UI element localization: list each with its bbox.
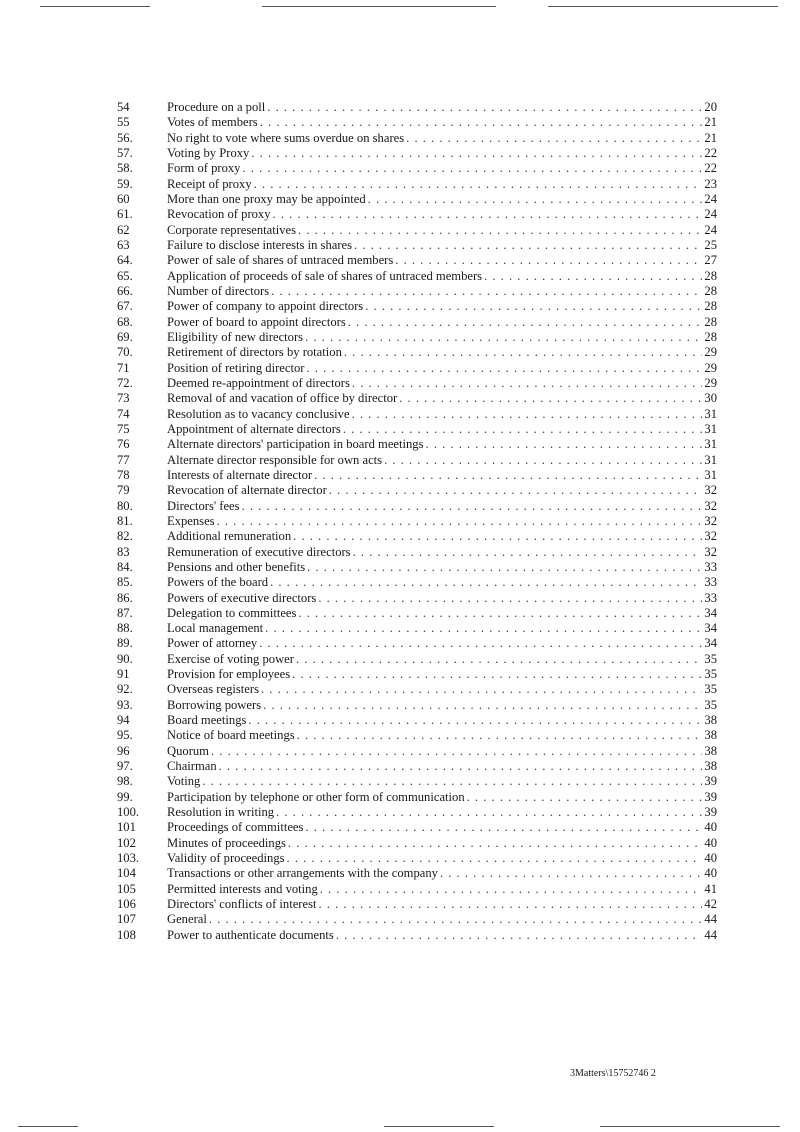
toc-row [117, 100, 717, 115]
toc-dot-leader [305, 820, 702, 835]
toc-dot-leader [484, 269, 702, 284]
toc-dot-leader [336, 928, 703, 943]
toc-page-number: 44 [704, 927, 717, 942]
toc-section-number: 81. [117, 513, 133, 528]
toc-dot-leader [354, 238, 702, 253]
toc-page-number: 35 [704, 667, 717, 682]
toc-section-number: 59. [117, 176, 133, 191]
toc-section-number: 70. [117, 345, 133, 360]
toc-dot-leader [395, 253, 702, 268]
toc-dot-leader [406, 131, 702, 146]
toc-page-number: 35 [704, 697, 717, 712]
toc-dot-leader [211, 744, 702, 759]
toc-row [117, 161, 717, 176]
toc-page-number: 28 [704, 314, 717, 329]
toc-section-number: 60 [117, 191, 130, 206]
toc-section-title: Exercise of voting power [167, 651, 294, 666]
toc-dot-leader [306, 361, 702, 376]
toc-section-title: Directors' fees [167, 498, 240, 513]
toc-page-number: 40 [704, 820, 717, 835]
toc-section-title: Retirement of directors by rotation [167, 345, 342, 360]
toc-row [117, 621, 717, 636]
toc-row [117, 575, 717, 590]
toc-section-number: 57. [117, 145, 133, 160]
toc-section-title: Votes of members [167, 115, 258, 130]
bottom-rule-center [384, 1126, 494, 1127]
toc-page-number: 32 [704, 544, 717, 559]
toc-row [117, 591, 717, 606]
toc-page-number: 27 [704, 253, 717, 268]
toc-section-number: 85. [117, 575, 133, 590]
toc-section-title: Receipt of proxy [167, 176, 252, 191]
toc-page-number: 28 [704, 283, 717, 298]
toc-section-number: 56. [117, 130, 133, 145]
toc-section-title: Power of attorney [167, 636, 258, 651]
toc-page-number: 32 [704, 513, 717, 528]
toc-section-title: Permitted interests and voting [167, 881, 318, 896]
toc-row [117, 790, 717, 805]
bottom-rule-right [600, 1126, 780, 1127]
toc-dot-leader [219, 759, 703, 774]
toc-row [117, 345, 717, 360]
toc-section-title: Power to authenticate documents [167, 927, 334, 942]
toc-section-title: Transactions or other arrangements with the company [167, 866, 438, 881]
toc-dot-leader [261, 682, 702, 697]
toc-page-number: 35 [704, 651, 717, 666]
toc-row [117, 851, 717, 866]
toc-row [117, 652, 717, 667]
toc-row [117, 483, 717, 498]
toc-page-number: 32 [704, 529, 717, 544]
toc-page-number: 38 [704, 728, 717, 743]
toc-section-title: Voting [167, 774, 201, 789]
toc-dot-leader [298, 223, 702, 238]
toc-section-number: 64. [117, 253, 133, 268]
toc-section-number: 72. [117, 375, 133, 390]
toc-section-title: Delegation to committees [167, 605, 297, 620]
toc-section-number: 67. [117, 299, 133, 314]
toc-page-number: 28 [704, 329, 717, 344]
toc-dot-leader [293, 529, 702, 544]
toc-page-number: 35 [704, 682, 717, 697]
toc-section-title: Proceedings of committees [167, 820, 304, 835]
toc-page-number: 40 [704, 835, 717, 850]
toc-dot-leader [368, 192, 703, 207]
toc-dot-leader [242, 499, 703, 514]
toc-page-number: 28 [704, 299, 717, 314]
toc-dot-leader [352, 407, 703, 422]
toc-section-title: Powers of executive directors [167, 590, 317, 605]
top-rule-left [40, 6, 150, 7]
toc-section-title: Position of retiring director [167, 360, 305, 375]
toc-page-number: 42 [704, 897, 717, 912]
toc-section-title: Validity of proceedings [167, 851, 285, 866]
toc-row [117, 238, 717, 253]
toc-section-number: 106 [117, 897, 136, 912]
toc-section-number: 84. [117, 559, 133, 574]
toc-page-number: 24 [704, 222, 717, 237]
toc-dot-leader [384, 453, 702, 468]
toc-section-title: Removal of and vacation of office by director [167, 391, 398, 406]
toc-row [117, 315, 717, 330]
toc-row [117, 391, 717, 406]
toc-section-title: Borrowing powers [167, 697, 262, 712]
toc-dot-leader [344, 345, 703, 360]
toc-section-title: Power of sale of shares of untraced members [167, 253, 394, 268]
toc-section-title: Local management [167, 621, 264, 636]
toc-section-number: 69. [117, 329, 133, 344]
toc-section-number: 95. [117, 728, 133, 743]
toc-section-title: Additional remuneration [167, 529, 292, 544]
toc-dot-leader [365, 299, 702, 314]
toc-section-number: 96 [117, 743, 130, 758]
toc-section-title: Voting by Proxy [167, 145, 250, 160]
toc-section-title: Failure to disclose interests in shares [167, 237, 353, 252]
toc-page-number: 25 [704, 237, 717, 252]
toc-page-number: 30 [704, 391, 717, 406]
toc-row [117, 882, 717, 897]
toc-section-number: 101 [117, 820, 136, 835]
toc-page-number: 29 [704, 375, 717, 390]
toc-section-number: 88. [117, 621, 133, 636]
toc-row [117, 437, 717, 452]
toc-page-number: 22 [704, 145, 717, 160]
toc-page-number: 39 [704, 805, 717, 820]
toc-section-number: 86. [117, 590, 133, 605]
toc-dot-leader [270, 575, 702, 590]
toc-row [117, 407, 717, 422]
table-of-contents [117, 100, 717, 943]
toc-row [117, 744, 717, 759]
toc-row [117, 606, 717, 621]
toc-page-number: 33 [704, 559, 717, 574]
toc-row [117, 774, 717, 789]
toc-row [117, 253, 717, 268]
toc-page-number: 33 [704, 575, 717, 590]
toc-section-title: Alternate directors' participation in board meetings [167, 437, 424, 452]
toc-dot-leader [440, 866, 702, 881]
toc-section-number: 91 [117, 667, 130, 682]
toc-row [117, 115, 717, 130]
toc-section-number: 105 [117, 881, 136, 896]
toc-row [117, 667, 717, 682]
toc-row [117, 453, 717, 468]
toc-section-number: 54 [117, 100, 130, 114]
toc-page-number: 44 [704, 912, 717, 927]
toc-row [117, 820, 717, 835]
toc-dot-leader [292, 667, 702, 682]
toc-section-title: Provision for employees [167, 667, 291, 682]
toc-page-number: 23 [704, 176, 717, 191]
toc-section-number: 97. [117, 759, 133, 774]
toc-page-number: 20 [704, 100, 717, 114]
toc-row [117, 928, 717, 943]
toc-section-title: Alternate director responsible for own acts [167, 452, 383, 467]
toc-row [117, 897, 717, 912]
toc-dot-leader [297, 728, 703, 743]
document-reference: 3Matters\15752746 2 [570, 1068, 656, 1079]
toc-dot-leader [307, 560, 702, 575]
toc-section-number: 103. [117, 851, 140, 866]
toc-row [117, 514, 717, 529]
toc-dot-leader [348, 315, 703, 330]
toc-page-number: 32 [704, 498, 717, 513]
toc-page-number: 31 [704, 437, 717, 452]
toc-section-title: Resolution in writing [167, 805, 275, 820]
toc-section-number: 79 [117, 483, 130, 498]
toc-row [117, 713, 717, 728]
top-rule-right [548, 6, 778, 7]
toc-dot-leader [343, 422, 703, 437]
toc-dot-leader [202, 774, 702, 789]
toc-section-number: 63 [117, 237, 130, 252]
toc-section-number: 108 [117, 927, 136, 942]
toc-section-number: 78 [117, 467, 130, 482]
toc-row [117, 361, 717, 376]
toc-section-title: Power of board to appoint directors [167, 314, 346, 329]
toc-section-title: Procedure on a poll [167, 100, 266, 114]
toc-row [117, 698, 717, 713]
toc-section-number: 66. [117, 283, 133, 298]
toc-row [117, 223, 717, 238]
toc-section-number: 98. [117, 774, 133, 789]
toc-section-number: 100. [117, 805, 140, 820]
toc-row [117, 545, 717, 560]
toc-section-number: 93. [117, 697, 133, 712]
toc-page-number: 33 [704, 590, 717, 605]
toc-dot-leader [288, 836, 702, 851]
toc-row [117, 805, 717, 820]
toc-dot-leader [318, 591, 702, 606]
toc-section-number: 102 [117, 835, 136, 850]
toc-section-title: Pensions and other benefits [167, 559, 306, 574]
toc-page-number: 34 [704, 605, 717, 620]
toc-row [117, 192, 717, 207]
toc-page-number: 34 [704, 636, 717, 651]
toc-section-title: No right to vote where sums overdue on shares [167, 130, 405, 145]
toc-row [117, 529, 717, 544]
toc-dot-leader [251, 146, 702, 161]
toc-page-number: 21 [704, 115, 717, 130]
toc-dot-leader [305, 330, 702, 345]
toc-page-number: 29 [704, 360, 717, 375]
toc-section-title: Remuneration of executive directors [167, 544, 351, 559]
toc-page-number: 40 [704, 866, 717, 881]
toc-section-title: Minutes of proceedings [167, 835, 286, 850]
toc-dot-leader [263, 698, 702, 713]
toc-page-number: 38 [704, 759, 717, 774]
toc-section-title: General [167, 912, 207, 927]
toc-section-number: 99. [117, 789, 133, 804]
toc-page-number: 29 [704, 345, 717, 360]
toc-page-number: 22 [704, 161, 717, 176]
toc-dot-leader [319, 897, 703, 912]
toc-section-number: 58. [117, 161, 133, 176]
toc-section-number: 107 [117, 912, 136, 927]
toc-section-title: Quorum [167, 743, 209, 758]
toc-section-number: 75 [117, 421, 130, 436]
toc-section-title: Application of proceeds of sale of shares of untraced members [167, 268, 483, 283]
toc-dot-leader [242, 161, 702, 176]
toc-section-number: 73 [117, 391, 130, 406]
toc-row [117, 207, 717, 222]
toc-section-title: Expenses [167, 513, 215, 528]
toc-section-number: 68. [117, 314, 133, 329]
toc-dot-leader [259, 636, 702, 651]
toc-row [117, 177, 717, 192]
toc-row [117, 636, 717, 651]
toc-row [117, 131, 717, 146]
toc-page-number: 34 [704, 621, 717, 636]
toc-page-number: 31 [704, 421, 717, 436]
toc-dot-leader [271, 284, 702, 299]
toc-dot-leader [353, 545, 703, 560]
toc-section-number: 82. [117, 529, 133, 544]
toc-row [117, 299, 717, 314]
toc-row [117, 682, 717, 697]
toc-section-number: 65. [117, 268, 133, 283]
toc-section-title: Directors' conflicts of interest [167, 897, 317, 912]
toc-section-title: Eligibility of new directors [167, 329, 304, 344]
toc-section-title: Notice of board meetings [167, 728, 295, 743]
toc-page-number: 21 [704, 130, 717, 145]
toc-dot-leader [209, 912, 703, 927]
toc-page-number: 32 [704, 483, 717, 498]
toc-section-number: 87. [117, 605, 133, 620]
toc-section-number: 89. [117, 636, 133, 651]
toc-dot-leader [254, 177, 703, 192]
toc-section-title: Revocation of proxy [167, 207, 271, 222]
toc-section-number: 92. [117, 682, 133, 697]
toc-section-title: Chairman [167, 759, 217, 774]
toc-section-number: 74 [117, 406, 130, 421]
toc-section-title: Overseas registers [167, 682, 259, 697]
toc-section-title: Powers of the board [167, 575, 269, 590]
toc-dot-leader [265, 621, 702, 636]
toc-page-number: 39 [704, 774, 717, 789]
toc-section-number: 90. [117, 651, 133, 666]
toc-row [117, 422, 717, 437]
toc-section-number: 71 [117, 360, 130, 375]
toc-page-number: 28 [704, 268, 717, 283]
toc-section-title: Appointment of alternate directors [167, 421, 341, 436]
top-rule-center [262, 6, 496, 7]
toc-section-title: More than one proxy may be appointed [167, 191, 366, 206]
toc-row [117, 269, 717, 284]
toc-page-number: 24 [704, 191, 717, 206]
toc-section-number: 77 [117, 452, 130, 467]
toc-dot-leader [320, 882, 703, 897]
toc-section-title: Number of directors [167, 283, 270, 298]
toc-dot-leader [267, 100, 702, 115]
toc-row [117, 330, 717, 345]
toc-page-number: 24 [704, 207, 717, 222]
toc-section-title: Power of company to appoint directors [167, 299, 364, 314]
toc-dot-leader [287, 851, 703, 866]
toc-section-number: 83 [117, 544, 130, 559]
toc-page-number: 31 [704, 452, 717, 467]
toc-section-number: 55 [117, 115, 130, 130]
toc-section-title: Deemed re-appointment of directors [167, 375, 350, 390]
toc-dot-leader [248, 713, 702, 728]
toc-row [117, 376, 717, 391]
toc-dot-leader [467, 790, 703, 805]
toc-row [117, 728, 717, 743]
toc-section-number: 94 [117, 713, 130, 728]
toc-section-number: 104 [117, 866, 136, 881]
toc-section-title: Interests of alternate director [167, 467, 313, 482]
toc-dot-leader [296, 652, 702, 667]
toc-section-title: Participation by telephone or other form of communication [167, 789, 465, 804]
toc-section-number: 61. [117, 207, 133, 222]
toc-page-number: 31 [704, 467, 717, 482]
toc-row [117, 912, 717, 927]
toc-dot-leader [273, 207, 703, 222]
toc-page-number: 38 [704, 743, 717, 758]
toc-section-title: Resolution as to vacancy conclusive [167, 406, 350, 421]
bottom-rule-left [18, 1126, 78, 1127]
toc-section-number: 62 [117, 222, 130, 237]
toc-section-title: Corporate representatives [167, 222, 297, 237]
toc-row [117, 468, 717, 483]
toc-row [117, 866, 717, 881]
toc-dot-leader [399, 391, 702, 406]
toc-row [117, 284, 717, 299]
toc-dot-leader [329, 483, 703, 498]
toc-section-number: 76 [117, 437, 130, 452]
toc-page-number: 41 [704, 881, 717, 896]
toc-row [117, 146, 717, 161]
toc-row [117, 560, 717, 575]
toc-dot-leader [352, 376, 703, 391]
toc-dot-leader [298, 606, 702, 621]
toc-section-title: Form of proxy [167, 161, 241, 176]
toc-dot-leader [217, 514, 703, 529]
toc-dot-leader [276, 805, 702, 820]
toc-page-number: 38 [704, 713, 717, 728]
toc-dot-leader [314, 468, 702, 483]
toc-row [117, 759, 717, 774]
toc-dot-leader [426, 437, 703, 452]
toc-page-number: 31 [704, 406, 717, 421]
toc-row [117, 836, 717, 851]
toc-section-title: Board meetings [167, 713, 247, 728]
toc-dot-leader [260, 115, 703, 130]
toc-row [117, 499, 717, 514]
toc-section-title: Revocation of alternate director [167, 483, 327, 498]
toc-page-number: 40 [704, 851, 717, 866]
toc-page-number: 39 [704, 789, 717, 804]
toc-section-number: 80. [117, 498, 133, 513]
